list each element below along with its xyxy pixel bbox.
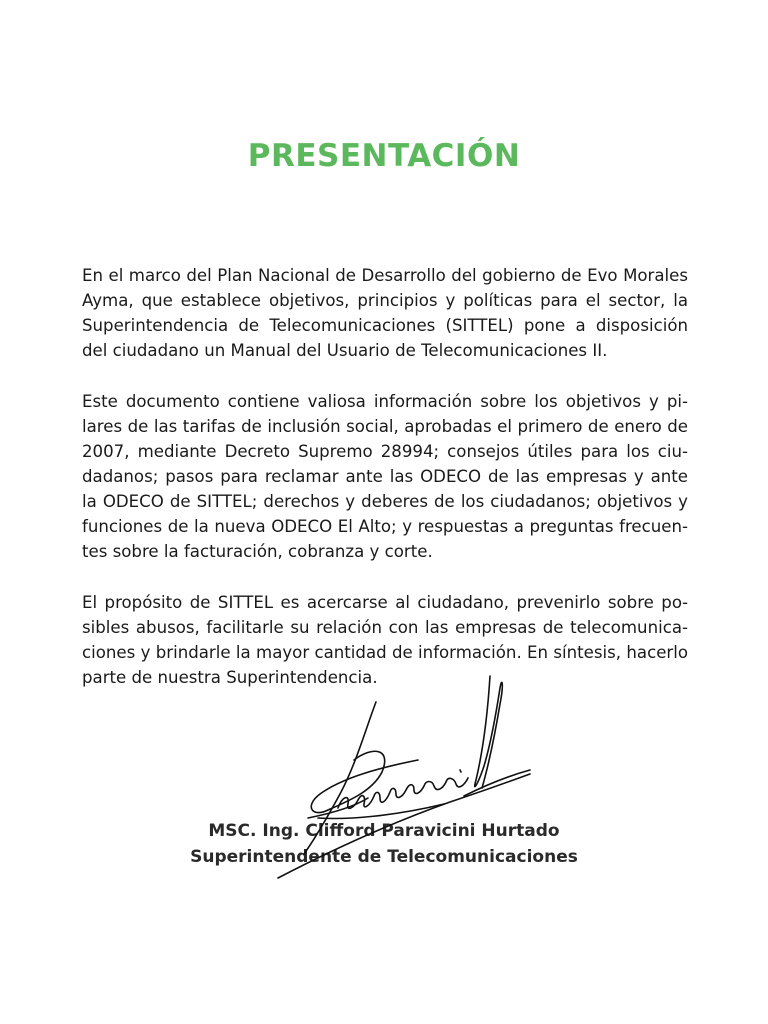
body-text	[82, 263, 688, 716]
signatory-name: MSC. Ing. Clifford Paravicini Hurtado	[208, 821, 560, 841]
paragraph-intro: En el marco del Plan Nacional de Desarrollo del gobierno de Evo Morales Ayma, que establece objetivos, principios y políticas para el sector, la Superintendencia de Telecomunicaciones (SITTEL) pone a disposición del ciudadano un Manual del Usuario de Telecomunicaciones II.	[82, 266, 688, 360]
paragraph-purpose: El propósito de SITTEL es acercarse al ciudadano, prevenirlo sobre posibles abusos, facilitarle su relación con las empresas de telecomunicaciones y brindarle la mayor cantidad de información. En síntesis, hacerlo parte de nuestra Superintendencia.	[82, 593, 688, 687]
page-title: PRESENTACIÓN	[247, 138, 521, 174]
signatory-role: Superintendente de Telecomunicaciones	[190, 847, 578, 867]
paragraph-contents: Este documento contiene valiosa información sobre los objetivos y pilares de las tarifas de inclusión social, aprobadas el primero de enero de 2007, mediante Decreto Supremo 28994; consejos útiles para los ciudadanos; pasos para reclamar ante las ODECO de las empresas y ante la ODECO de SITTEL; derechos y deberes de los ciudadanos; objetivos y funciones de la nueva ODECO El Alto; y respuestas a preguntas frecuentes sobre la facturación, cobranza y corte.	[82, 392, 688, 561]
signature-block	[0, 818, 768, 870]
